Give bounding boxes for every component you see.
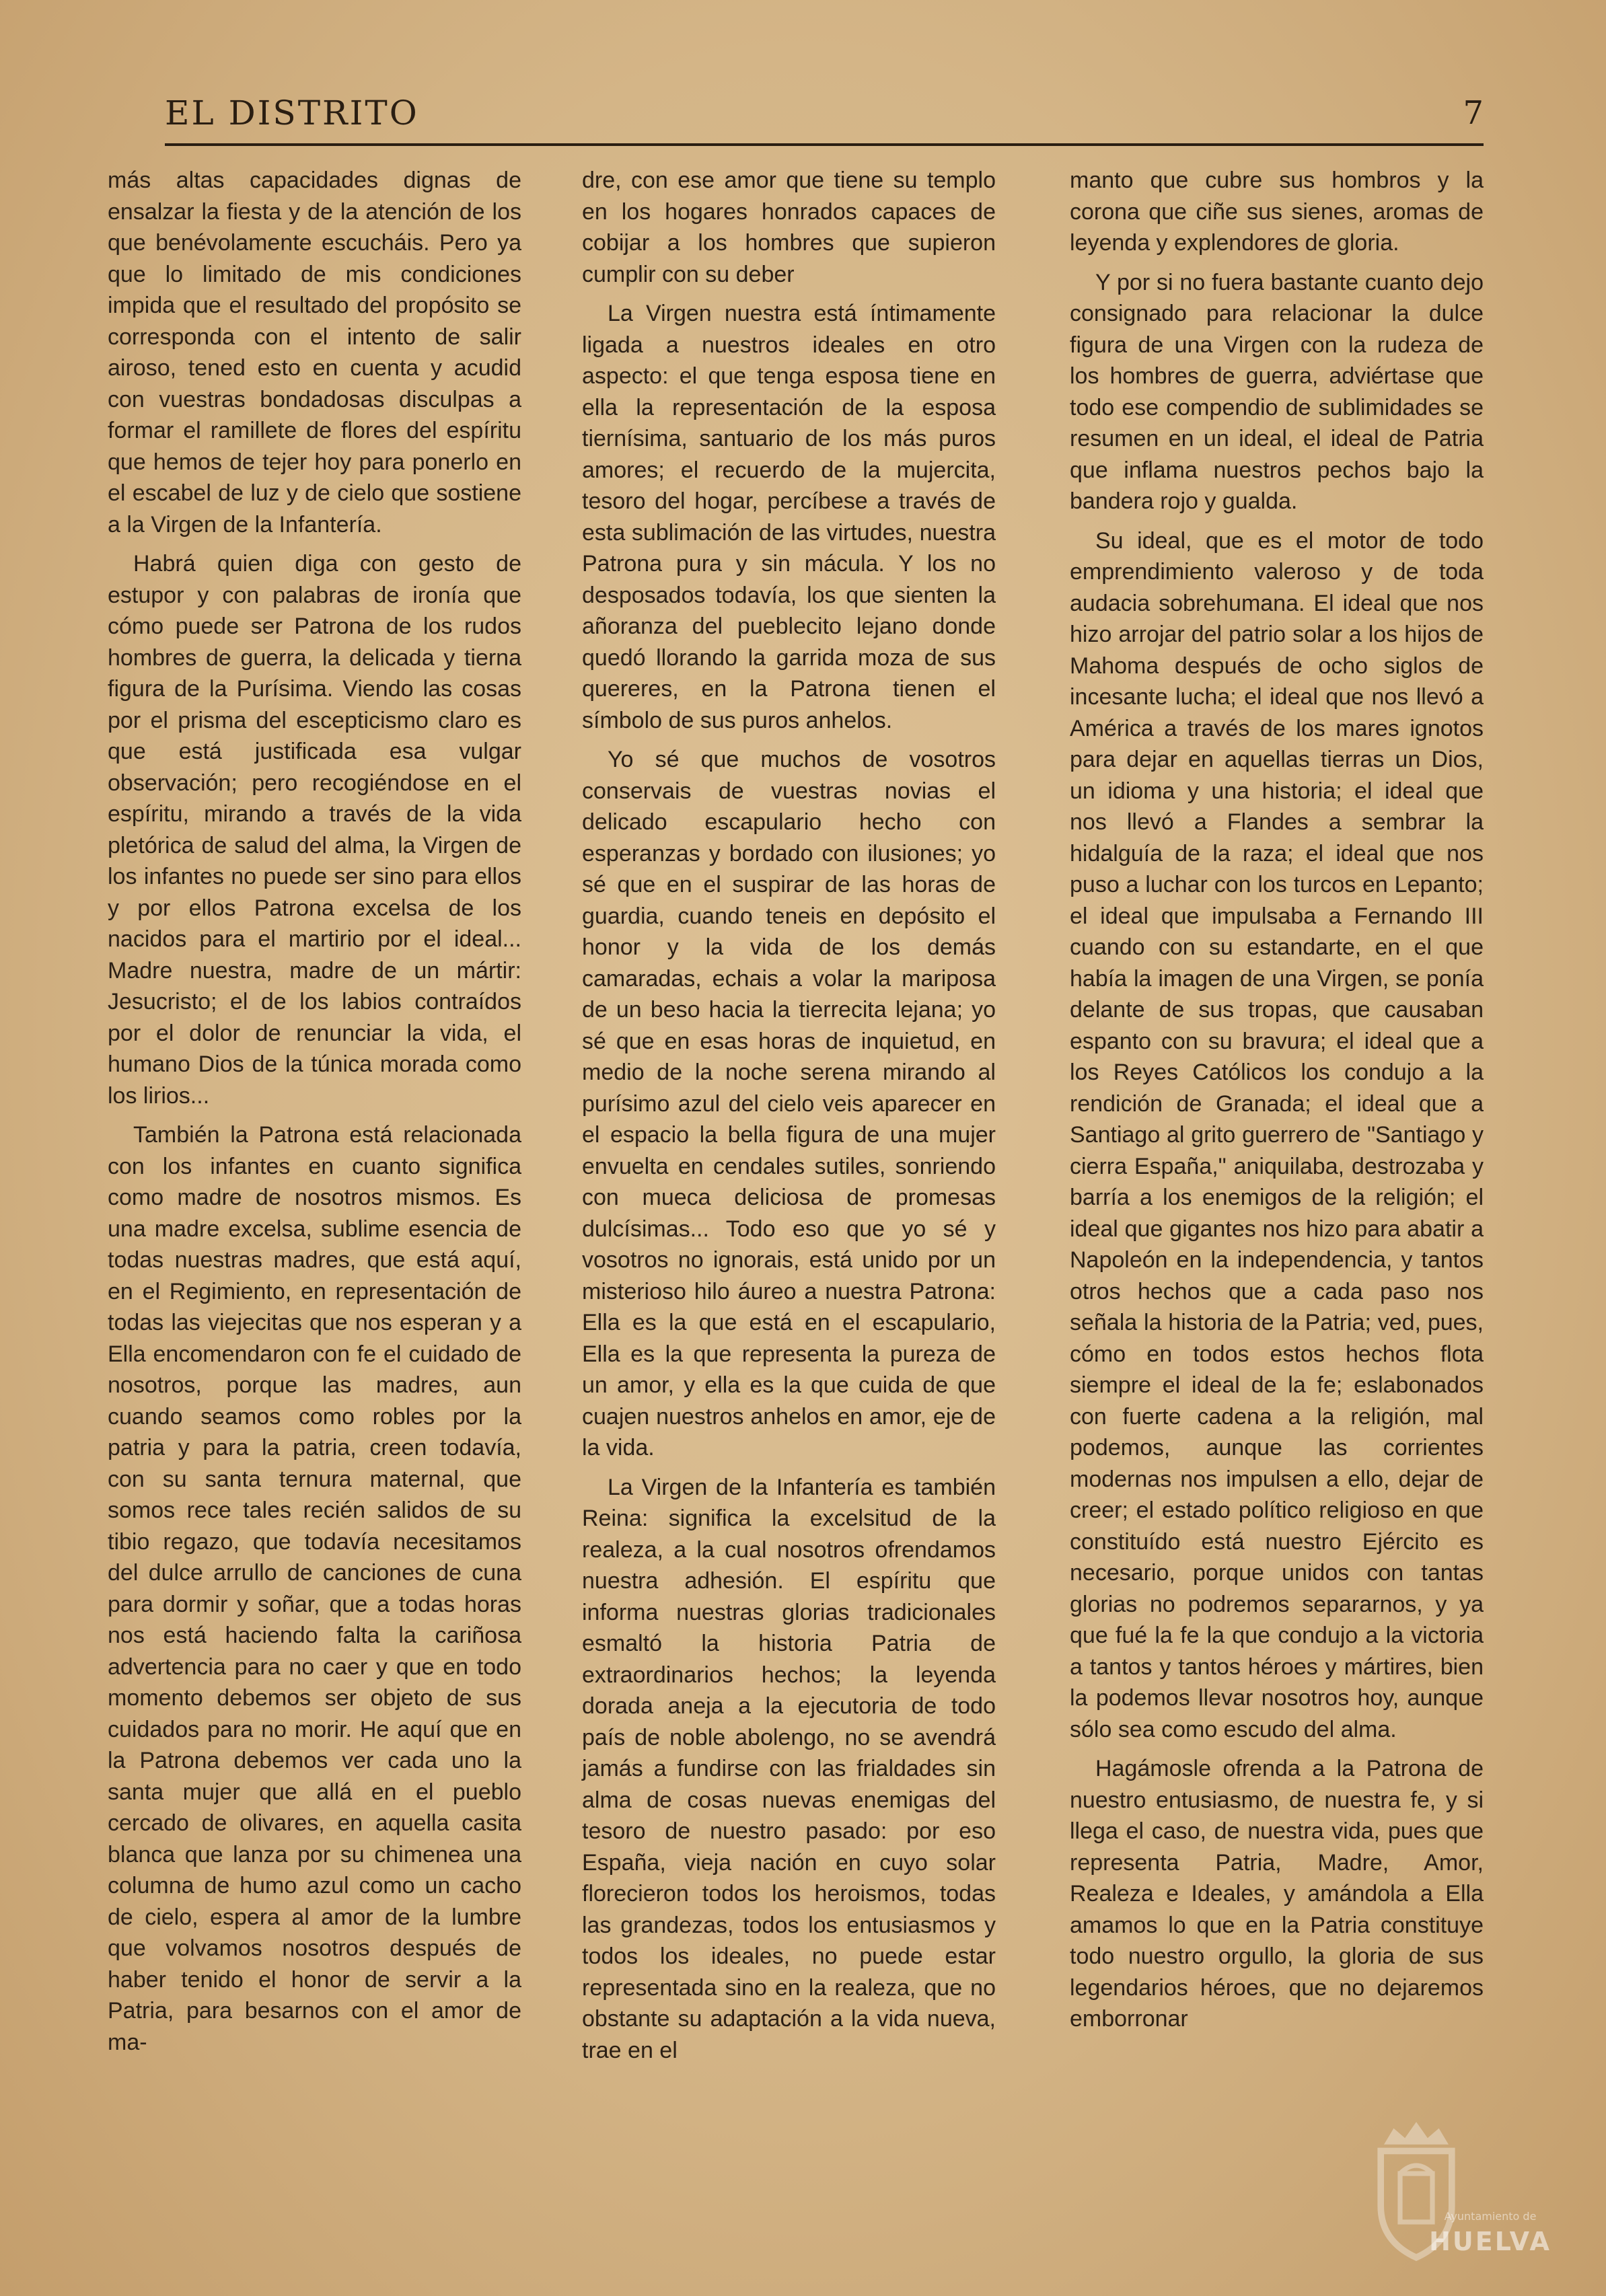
paragraph: manto que cubre sus hombros y la corona que ciñe sus sienes, aromas de leyenda y explendores de gloria. — [1070, 168, 1484, 256]
paragraph: La Virgen de la Infantería es también Reina: significa la excelsitud de la realeza, a la cual nosotros ofrendamos nuestra adhesión. El espíritu que informa nuestras glorias tradicionales esmaltó la historia Patria de extraordinarios hechos; la leyenda dorada aneja a la ejecutoria de todo país de noble abolengo, no se avendrá jamás a fundirse con las frialdades sin alma de cosas nuevas enemigas del tesoro de nuestro pasado: por eso España, vieja nación en cuyo solar florecieron todos los heroismos, todas las grandezas, todos los entusiasmos y todos los ideales, no puede estar representada sino en la realeza, que no obstante su adaptación a la vida nueva, trae en el — [582, 1474, 996, 2063]
text-column-3 — [1070, 165, 1484, 2043]
paragraph: La Virgen nuestra está íntimamente ligada a nuestros ideales en otro aspecto: el que tenga esposa tiene en ella la representación de la esposa tiernísima, santuario de los más puros amores; el recuerdo de la mujercita, tesoro del hogar, percíbese a través de esta sublimación de las virtudes, nuestra Patrona pura y sin mácula. Y los no desposados todavía, los que sienten la añoranza del pueblecito lejano donde quedó llorando la garrida moza de sus quereres, en la Patrona tienen el símbolo de sus puros anhelos. — [582, 301, 996, 733]
text-column-1 — [108, 165, 521, 2066]
watermark-line-1: Ayuntamiento de — [1444, 2210, 1537, 2223]
text-column-2 — [582, 165, 996, 2074]
paragraph: Su ideal, que es el motor de todo emprendimiento valeroso y de toda audacia sobrehumana. El ideal que nos hizo arrojar del patrio solar a los hijos de Mahoma después de ocho siglos de incesante lucha; el ideal que nos llevó a América a través de los mares ignotos para dejar en aquellas tierras un Dios, un idioma y una historia; el ideal que nos llevó a Flandes a sembrar la hidalguía de la raza; el ideal que nos puso a luchar con los turcos en Lepanto; el ideal que impulsaba a Fernando III cuando con su estandarte, en el que había la imagen de una Virgen, se ponía delante de sus tropas, que causaban espanto con su bravura; el ideal que a los Reyes Católicos los condujo a la rendición de Granada; el ideal que a Santiago al grito guerrero de "Santiago y cierra España," aniquilaba, destrozaba y barría a los enemigos de la religión; el ideal que gigantes nos hizo para abatir a Napoleón en la independencia, y tantos otros hechos que a cada paso nos señala la historia de la Patria; ved, pues, cómo en todos estos hechos flota siempre el ideal de la fe; eslabonados con fuerte cadena a la religión, mal podemos, aunque las corrientes modernas nos impulsen a ello, dejar de creer; el estado político religioso en que constituído está nuestro Ejército es necesario, porque unidos con tantas glorias no podremos separarnos, y ya que fué la fe la que condujo a la victoria a tantos y tantos héroes y mártires, bien la podemos llevar nosotros hoy, aunque sólo sea como escudo del alma. — [1070, 527, 1484, 1742]
paragraph: dre, con ese amor que tiene su templo en los hogares honrados capaces de cobijar a los hombres que supieron cumplir con su deber — [582, 168, 996, 287]
paragraph: Hagámosle ofrenda a la Patrona de nuestro entusiasmo, de nuestra fe, y si llega el caso, de nuestra vida, pues que representa Patria, Madre, Amor, Realeza e Ideales, y amándola a Ella amamos lo que en la Patria constituye todo nuestro orgullo, la gloria de sus legendarios héroes, que no dejaremos emborronar — [1070, 1756, 1484, 2032]
page-number: 7 — [1463, 94, 1484, 132]
paragraph: Y por si no fuera bastante cuanto dejo consignado para relacionar la dulce figura de una Virgen con la rudeza de los hombres de guerra, adviértase que todo ese compendio de sublimidades se resumen en un ideal, el ideal de Patria que inflama nuestros pechos bajo la bandera rojo y gualda. — [1070, 269, 1484, 514]
paragraph: También la Patrona está relacionada con los infantes en cuanto significa como madre de nosotros mismos. Es una madre excelsa, sublime esencia de todas nuestras madres, que está aquí, en el Regimiento, en representación de todas las viejecitas que nos esperan y a Ella encomendaron con fe el cuidado de nosotros, porque las madres, aun cuando seamos como robles por la patria y para la patria, creen todavía, con su santa ternura maternal, que somos rece tales recién salidos de su tibio regazo, que todavía necesitamos del dulce arrullo de canciones de cuna para dormir y soñar, que a todas horas nos está haciendo falta la cariñosa advertencia para no caer y que en todo momento debemos ser objeto de sus cuidados para no morir. He aquí que en la Patrona debemos ver cada uno la santa mujer que allá en el pueblo cercado de olivares, en aquella casita blanca que lanza por su chimenea una columna de humo azul como un cacho de cielo, espera al amor de la lumbre que volvamos nosotros después de haber tenido el honor de servir a la Patria, para besarnos con el amor de ma- — [108, 1122, 521, 2055]
page-header — [165, 93, 1484, 140]
paragraph: más altas capacidades dignas de ensalzar la fiesta y de la atención de los que benévolamente escucháis. Pero ya que lo limitado de mis condiciones impida que el resultado del propósito se corresponda con el intento de salir airoso, tened esto en cuenta y acudid con vuestras bondadosas disculpas a formar el ramillete de flores del espíritu que hemos de tejer hoy para ponerlo en el escabel de luz y de cielo que sostiene a la Virgen de la Infantería. — [108, 168, 521, 538]
header-rule — [165, 143, 1484, 146]
paragraph: Yo sé que muchos de vosotros conservais de vuestras novias el delicado escapulario hecho con esperanzas y bordado con ilusiones; yo sé que en el suspirar de las horas de guardia, cuando teneis en depósito el honor y la vida de los demás camaradas, echais a volar la mariposa de un beso hacia la tierrecita lejana; yo sé que en esas horas de inquietud, en medio de la noche serena mirando al purísimo azul del cielo veis aparecer en el espacio la bella figura de una mujer envuelta en cendales sutiles, sonriendo con mueca deliciosa de promesas dulcísimas... Todo eso que yo sé y vosotros no ignorais, está unido por un misterioso hilo áureo a nuestra Patrona: Ella es la que está en el escapulario, Ella es la que representa la pureza de un amor, y ella es la que cuida de que cuajen nuestros anhelos en amor, eje de la vida. — [582, 747, 996, 1460]
publication-title: EL DISTRITO — [165, 94, 419, 133]
paragraph: Habrá quien diga con gesto de estupor y con palabras de ironía que cómo puede ser Patrona de los rudos hombres de guerra, la delicada y tierna figura de la Purísima. Viendo las cosas por el prisma del escepticismo claro es que está justificada esa vulgar observación; pero recogiéndose en el espíritu, mirando a través de la vida pletórica de salud del alma, la Virgen de los infantes no puede ser sino para ellos y por ellos Patrona excelsa de los nacidos para el martirio por el ideal... Madre nuestra, madre de un mártir: Jesucristo; el de los labios contraídos por el dolor de renunciar la vida, el humano Dios de la túnica morada como los lirios... — [108, 551, 521, 1109]
watermark-line-2: HUELVA — [1429, 2227, 1552, 2256]
